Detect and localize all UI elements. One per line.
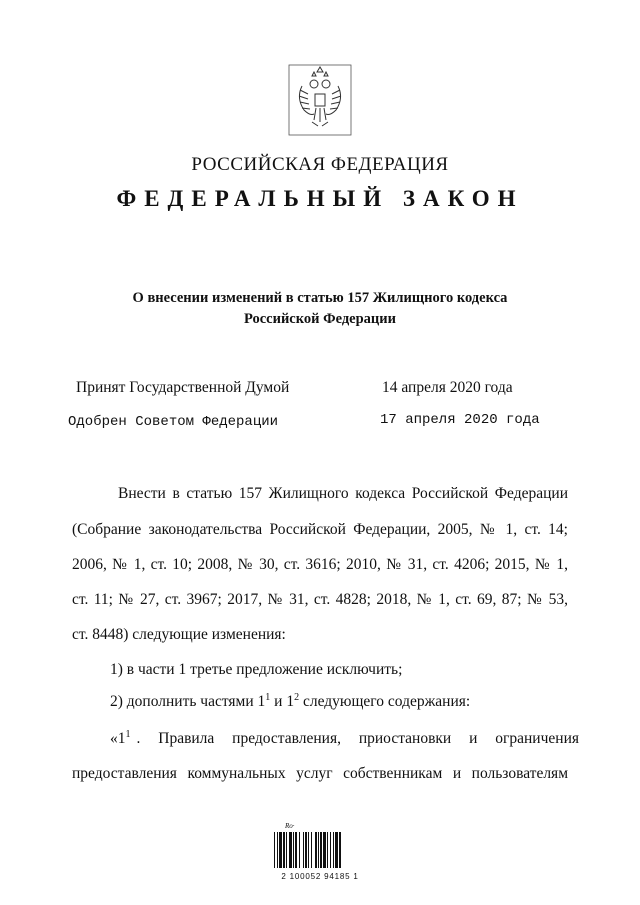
barcode-bar — [330, 832, 331, 868]
barcode-bar — [305, 832, 307, 868]
barcode-bar — [286, 832, 287, 868]
handwritten-mark: Ro· — [285, 822, 295, 830]
barcode-bar — [308, 832, 309, 868]
adopted-date: 14 апреля 2020 года — [382, 379, 513, 396]
barcode-image — [272, 832, 368, 868]
quote-opening: «$1^1$ — [110, 729, 131, 747]
barcode-bar — [293, 832, 294, 868]
barcode-bar — [320, 832, 322, 868]
barcode-bar — [323, 832, 326, 868]
barcode-bar — [277, 832, 278, 868]
law-type-title: ФЕДЕРАЛЬНЫЙ ЗАКОН — [116, 186, 524, 211]
superscript: 1 — [265, 692, 271, 703]
list-item-2 — [110, 693, 606, 711]
quote-text: . Правила предоставления, приостановки и ограничения — [136, 730, 579, 747]
body-line: (Собрание законодательства Российской Федерации, 2005, № 1, ст. 14; — [72, 521, 568, 538]
body-line: ст. 8448) следующие изменения: — [72, 626, 286, 643]
body-line: ст. 11; № 27, ст. 3967; 2017, № 31, ст. 4828; 2018, № 1, ст. 69, 87; № 53, — [72, 591, 568, 608]
barcode-bar — [295, 832, 297, 868]
barcode-number: 2 100052 94185 1 — [281, 872, 359, 881]
barcode-bar — [274, 832, 275, 868]
barcode-bar — [279, 832, 282, 868]
barcode-bar — [333, 832, 334, 868]
barcode-bar — [327, 832, 328, 868]
barcode-bar — [289, 832, 292, 868]
approved-date: 17 апреля 2020 года — [380, 412, 540, 428]
superscript: 2 — [294, 692, 300, 703]
list-item-2-text: следующего содержания: — [299, 693, 471, 710]
barcode-bar — [299, 832, 300, 868]
barcode-bar — [311, 832, 312, 868]
barcode-bar — [318, 832, 319, 868]
law-subject-line-1: О внесении изменений в статью 157 Жилищного кодекса — [132, 290, 508, 306]
body-line: Внести в статью 157 Жилищного кодекса Российской Федерации — [118, 485, 568, 502]
adopted-label: Принят Государственной Думой — [76, 379, 290, 396]
coat-of-arms-emblem — [288, 64, 352, 136]
law-subject — [60, 288, 580, 330]
barcode-bar — [303, 832, 304, 868]
country-heading: РОССИЙСКАЯ ФЕДЕРАЦИЯ — [191, 154, 449, 175]
barcode-bar — [315, 832, 317, 868]
law-subject-line-2: Российской Федерации — [243, 311, 396, 327]
quoted-part-start — [110, 729, 579, 748]
list-item-2-text: и 1 — [270, 693, 295, 710]
body-line: 2006, № 1, ст. 10; 2008, № 30, ст. 3616; 2010, № 31, ст. 4206; 2015, № 1, — [72, 556, 568, 573]
list-item-2-text: 2) дополнить частями 1 — [110, 693, 266, 710]
body-line: предоставления коммунальных услуг собственникам и пользователям — [72, 765, 568, 782]
barcode-bar — [283, 832, 285, 868]
approved-label: Одобрен Советом Федерации — [68, 414, 279, 430]
list-item-1: 1) в части 1 третье предложение исключить; — [110, 661, 403, 678]
barcode-bar — [339, 832, 341, 868]
barcode-bar — [335, 832, 338, 868]
